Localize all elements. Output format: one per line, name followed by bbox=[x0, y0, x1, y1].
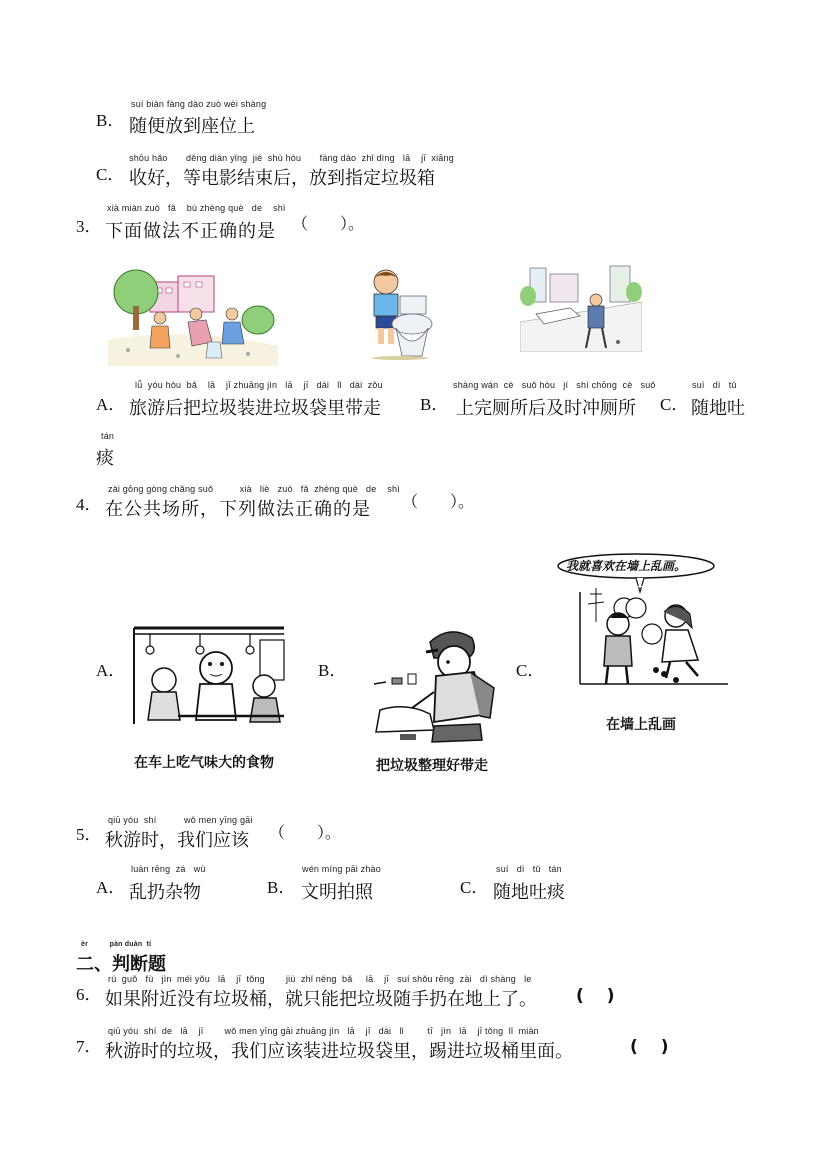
q5-answer-blank[interactable]: （ ）。 bbox=[269, 823, 342, 842]
q3-option-a-pinyin: lǚ yóu hòu bǎ lā jī zhuāng jìn lā jī dài lǐ dài zǒu bbox=[135, 380, 383, 390]
q4-illustration-a bbox=[130, 616, 288, 728]
q5-question-text: 秋游时，我们应该 bbox=[105, 830, 249, 851]
q4-option-a-caption: 在车上吃气味大的食物 bbox=[134, 755, 274, 771]
q2-option-b-text: 随便放到座位上 bbox=[129, 116, 255, 137]
q3-option-b-pinyin: shàng wán cè suǒ hòu jí shí chōng cè suǒ bbox=[453, 380, 656, 390]
section2-pinyin: èr pàn duàn tí bbox=[81, 941, 152, 948]
q4-illustration-b bbox=[372, 622, 502, 746]
q4-question-text: 在公共场所，下列做法正确的是 bbox=[105, 499, 371, 520]
q3-illustration-c bbox=[520, 262, 642, 352]
q5-option-b-label[interactable]: B． bbox=[267, 878, 296, 897]
q3-option-a-label[interactable]: A． bbox=[96, 395, 126, 414]
q7-pinyin: qiū yóu shí de lā jī wǒ men yīng gāi zhuāng jìn lā jī dài lǐ tī jìn lā jī tǒng lǐ miàn bbox=[108, 1026, 539, 1036]
q4-number: 4． bbox=[76, 495, 102, 514]
q7-answer-blank[interactable]: ( ) bbox=[630, 1037, 669, 1057]
q3-answer-blank[interactable]: （ ）。 bbox=[292, 214, 365, 233]
q3-illustration-b bbox=[360, 268, 442, 360]
q4-option-c-speech-bubble: 我就喜欢在墙上乱画。 bbox=[566, 559, 687, 573]
q2-option-b-label: B． bbox=[96, 111, 125, 130]
q5-option-b-pinyin: wén míng pāi zhào bbox=[302, 864, 381, 874]
q2-option-c-pinyin: shōu hǎo děng diàn yǐng jié shù hòu fàng dào zhǐ dìng lā jī xiāng bbox=[129, 153, 454, 163]
q7-statement-text: 秋游时的垃圾，我们应该装进垃圾袋里，踢进垃圾桶里面。 bbox=[105, 1041, 573, 1062]
q7-number: 7． bbox=[76, 1037, 102, 1056]
q5-option-a-text: 乱扔杂物 bbox=[129, 882, 201, 903]
q3-option-c-label[interactable]: C． bbox=[660, 395, 689, 414]
q5-option-c-pinyin: suí dì tǔ tán bbox=[496, 864, 562, 874]
q5-option-a-label[interactable]: A． bbox=[96, 878, 126, 897]
q4-illustration-c bbox=[552, 552, 730, 702]
q2-option-c-label: C． bbox=[96, 165, 125, 184]
q3-option-b-label[interactable]: B． bbox=[420, 395, 449, 414]
q6-statement-text: 如果附近没有垃圾桶，就只能把垃圾随手扔在地上了。 bbox=[105, 989, 537, 1010]
q3-number: 3． bbox=[76, 217, 102, 236]
q2-option-b-pinyin: suí biàn fàng dào zuò wèi shàng bbox=[131, 99, 267, 109]
q5-pinyin: qiū yóu shí wǒ men yīng gāi bbox=[108, 815, 253, 825]
q6-answer-blank[interactable]: ( ) bbox=[576, 986, 615, 1006]
q4-option-b-caption: 把垃圾整理好带走 bbox=[376, 758, 488, 774]
q3-option-c-text-cont: 痰 bbox=[96, 448, 114, 469]
q3-option-c-text: 随地吐 bbox=[691, 398, 745, 419]
q6-number: 6． bbox=[76, 985, 102, 1004]
q3-option-c-pinyin: suí dì tǔ bbox=[692, 380, 737, 390]
q3-illustration-a bbox=[108, 262, 278, 366]
q5-option-a-pinyin: luàn rēng zá wù bbox=[131, 864, 206, 874]
q4-option-b-label[interactable]: B． bbox=[318, 661, 347, 680]
q5-option-b-text: 文明拍照 bbox=[301, 882, 373, 903]
q4-option-a-label[interactable]: A． bbox=[96, 661, 126, 680]
q3-option-a-text: 旅游后把垃圾装进垃圾袋里带走 bbox=[129, 398, 381, 419]
q3-option-c-pinyin-cont: tán bbox=[101, 431, 115, 441]
q4-option-c-label[interactable]: C． bbox=[516, 661, 545, 680]
q6-pinyin: rú guǒ fù jìn méi yǒu lā jī tǒng jiù zhǐ néng bǎ lā jī suí shǒu rēng zài dì shàng le bbox=[108, 974, 532, 984]
section2-title: 二、判断题 bbox=[76, 954, 166, 975]
q4-option-c-caption: 在墙上乱画 bbox=[606, 717, 676, 733]
q3-option-b-text: 上完厕所后及时冲厕所 bbox=[456, 398, 636, 419]
q4-answer-blank[interactable]: （ ）。 bbox=[402, 492, 475, 511]
q3-pinyin: xià miàn zuò fǎ bù zhèng què de shì bbox=[107, 203, 286, 213]
q5-option-c-text: 随地吐痰 bbox=[493, 882, 565, 903]
q5-number: 5． bbox=[76, 825, 102, 844]
q3-question-text: 下面做法不正确的是 bbox=[105, 221, 276, 242]
q5-option-c-label[interactable]: C． bbox=[460, 878, 489, 897]
q2-option-c-text: 收好，等电影结束后，放到指定垃圾箱 bbox=[129, 168, 435, 189]
q4-pinyin: zài gōng gòng chǎng suǒ xià liè zuò fǎ zhèng què de shì bbox=[108, 484, 400, 494]
